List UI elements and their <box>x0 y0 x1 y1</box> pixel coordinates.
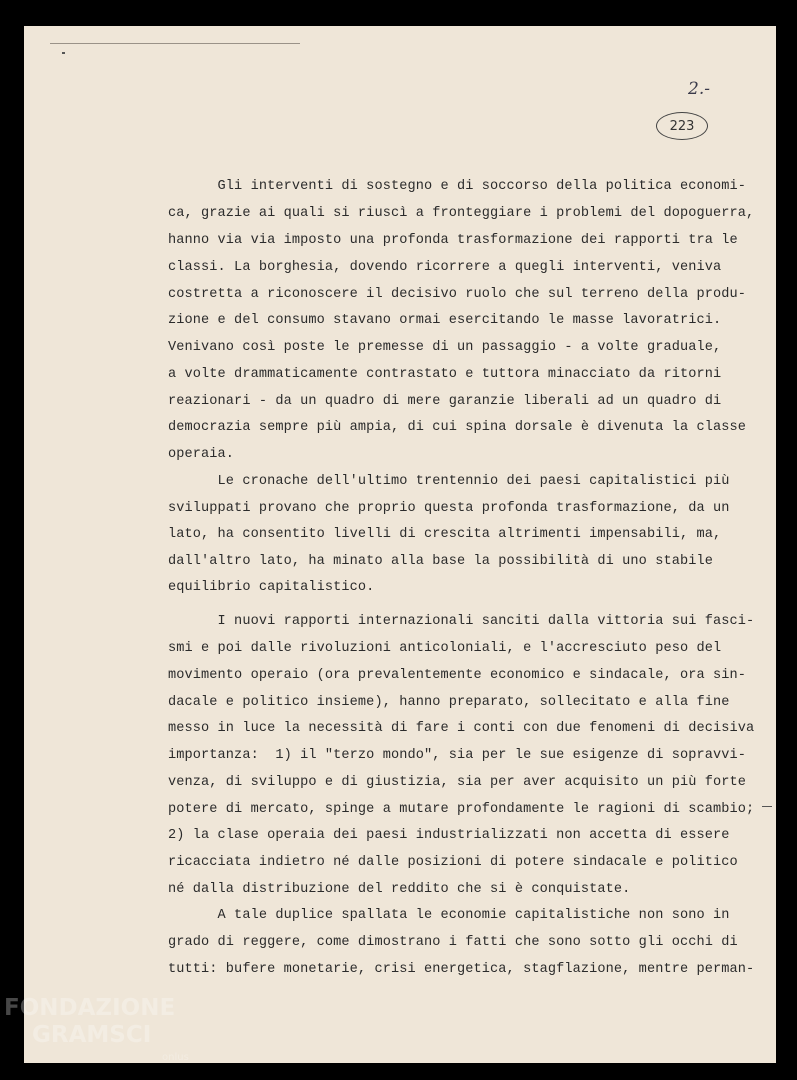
text-line: importanza: 1) il "terzo mondo", sia per le sue esigenze di sopravvi- <box>168 748 747 763</box>
text-line: venza, di sviluppo e di giustizia, sia per aver acquisito un più forte <box>168 775 747 790</box>
text-line: movimento operaio (ora prevalentemente economico e sindacale, ora sin- <box>168 668 747 683</box>
fondazione-gramsci-watermark <box>4 995 175 1049</box>
text-line: reazionari - da un quadro di mere garanzie liberali ad un quadro di <box>168 394 722 409</box>
watermark-line-2: GRAMSCI <box>32 1022 152 1048</box>
text-line: A tale duplice spallata le economie capitalistiche non sono in <box>168 908 730 923</box>
text-line: ricacciata indietro né dalle posizioni di potere sindacale e politico <box>168 855 738 870</box>
text-line: Venivano così poste le premesse di un passaggio - a volte graduale, <box>168 340 722 355</box>
text-line: a volte drammaticamente contrastato e tuttora minacciato da ritorni <box>168 367 722 382</box>
archive-number-stamp: 223 <box>656 112 708 140</box>
scan-mark <box>762 806 772 807</box>
text-line: costretta a riconoscere il decisivo ruolo che sul terreno della produ- <box>168 287 747 302</box>
watermark-sub: onlus <box>162 1052 189 1063</box>
text-line: democrazia sempre più ampia, di cui spina dorsale è divenuta la classe <box>168 420 747 435</box>
text-line: Le cronache dell'ultimo trentennio dei paesi capitalistici più <box>168 474 730 489</box>
text-line: lato, ha consentito livelli di crescita altrimenti impensabili, ma, <box>168 527 722 542</box>
scan-mark <box>50 43 300 44</box>
text-line: grado di reggere, come dimostrano i fatti che sono sotto gli occhi di <box>168 935 738 950</box>
text-line: sviluppati provano che proprio questa profonda trasformazione, da un <box>168 501 730 516</box>
text-line: né dalla distribuzione del reddito che si è conquistate. <box>168 882 631 897</box>
text-line: Gli interventi di sostegno e di soccorso della politica economi- <box>168 179 747 194</box>
text-line: I nuovi rapporti internazionali sanciti dalla vittoria sui fasci- <box>168 614 755 629</box>
text-line: messo in luce la necessità di fare i conti con due fenomeni di decisiva <box>168 721 755 736</box>
text-line: hanno via via imposto una profonda trasformazione dei rapporti tra le <box>168 233 738 248</box>
text-line: potere di mercato, spinge a mutare profondamente le ragioni di scambio; <box>168 802 755 817</box>
text-line: equilibrio capitalistico. <box>168 580 375 595</box>
text-line: dall'altro lato, ha minato alla base la possibilità di uno stabile <box>168 554 713 569</box>
text-line: 2) la clase operaia dei paesi industrializzati non accetta di essere <box>168 828 730 843</box>
text-line: operaia. <box>168 447 235 462</box>
text-line: dacale e politico insieme), hanno preparato, sollecitato e alla fine <box>168 695 730 710</box>
text-line: ca, grazie ai quali si riuscì a fronteggiare i problemi del dopoguerra, <box>168 206 755 221</box>
text-line: classi. La borghesia, dovendo ricorrere a quegli interventi, veniva <box>168 260 722 275</box>
text-line: smi e poi dalle rivoluzioni anticoloniali, e l'accresciuto peso del <box>168 641 722 656</box>
page-number: 2.- <box>688 79 710 99</box>
watermark-line-1: FONDAZIONE <box>4 995 176 1021</box>
scan-mark <box>62 52 65 54</box>
text-line: tutti: bufere monetarie, crisi energetica, stagflazione, mentre perman- <box>168 962 755 977</box>
text-line: zione e del consumo stavano ormai esercitando le masse lavoratrici. <box>168 313 722 328</box>
